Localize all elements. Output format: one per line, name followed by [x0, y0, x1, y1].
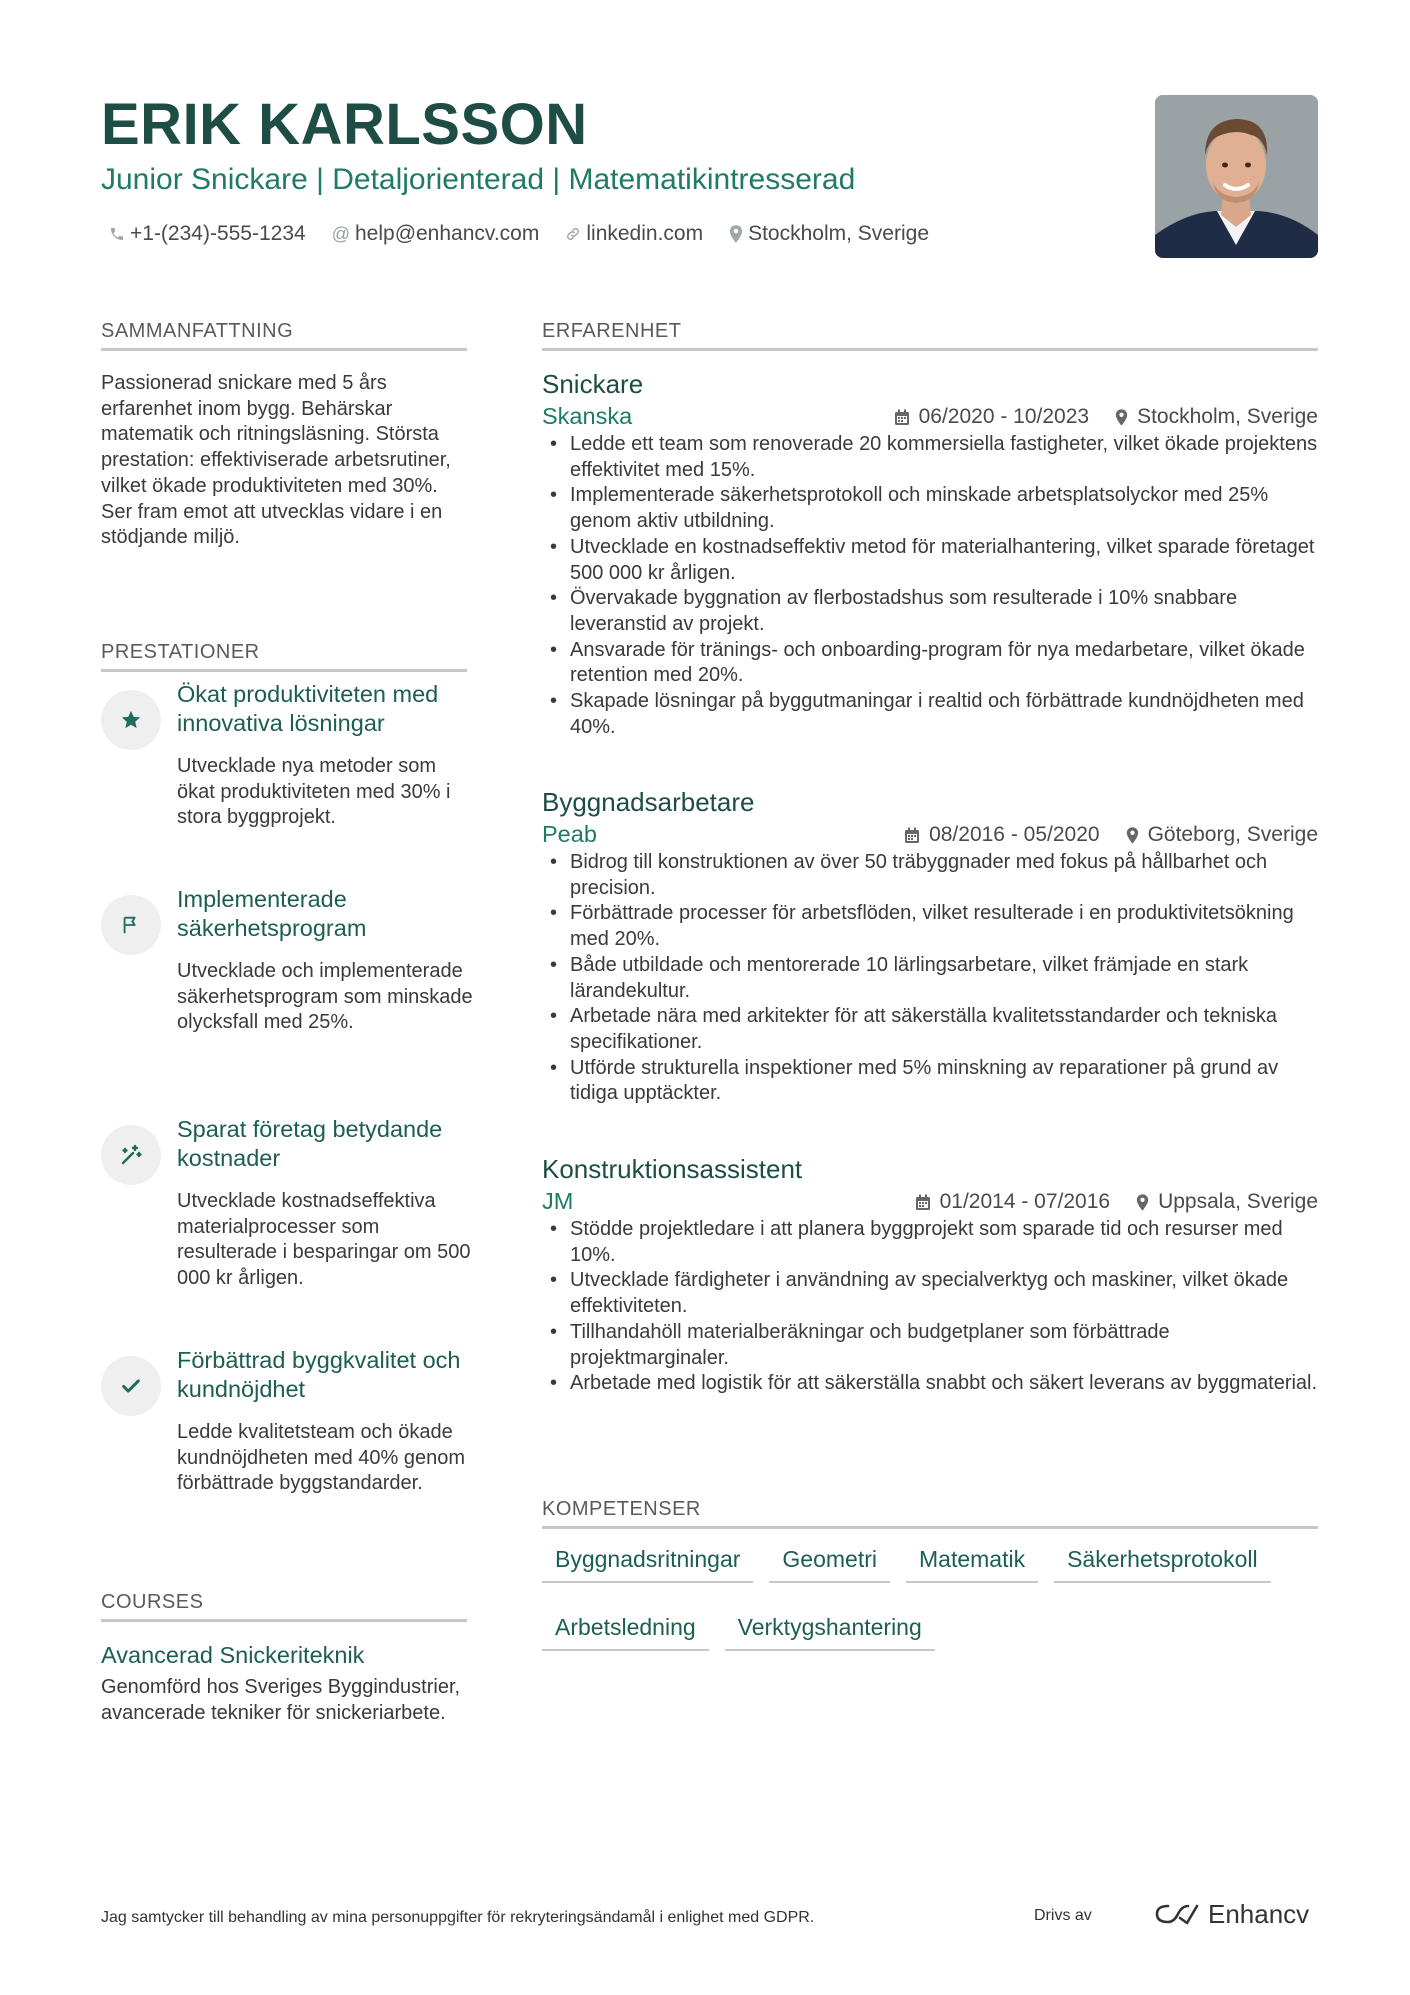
section-skills-title: KOMPETENSER [542, 1496, 1318, 1529]
list-item: • Stödde projektledare i att planera byggprojekt som sparade tid och resurser med 10%. [542, 1217, 1318, 1268]
location-pin-icon [1126, 827, 1139, 844]
candidate-headline: Junior Snickare | Detaljorienterad | Matematikintresserad [101, 163, 856, 196]
list-item: • Implementerade säkerhetsprotokoll och minskade arbetsplatsolyckor med 25% genom aktiv utbildning. [542, 483, 1318, 534]
experience-entry [542, 368, 1318, 740]
achievement-title: Sparat företag betydande kostnader [177, 1116, 443, 1171]
section-experience-title: ERFARENHET [542, 318, 1318, 351]
contact-email[interactable] [332, 220, 540, 248]
phone-icon [109, 226, 125, 242]
skill-tag: Matematik [906, 1545, 1038, 1583]
list-item: • Ansvarade för tränings- och onboarding-program för nya medarbetare, vilket ökade retention med 20%. [542, 638, 1318, 689]
location-text: Stockholm, Sverige [748, 222, 930, 245]
link-icon [565, 226, 581, 242]
location-pin-icon [729, 225, 743, 243]
achievement-title: Implementerade säkerhetsprogram [177, 886, 367, 941]
list-item: • Ledde ett team som renoverade 20 kommersiella fastigheter, vilket ökade projektens effektivitet med 15%. [542, 432, 1318, 483]
achievement-desc: Ledde kvalitetsteam och ökade kundnöjdheten med 40% genom förbättrade byggstandarder. [177, 1421, 465, 1495]
list-item: • Bidrog till konstruktionen av över 50 träbyggnader med fokus på hållbarhet och precision. [542, 850, 1318, 901]
job-location: Uppsala, Sverige [1158, 1190, 1318, 1213]
skill-tag: Geometri [769, 1545, 890, 1583]
list-item: • Utvecklade en kostnadseffektiv metod för materialhantering, vilket sparade företaget 500 000 kr årligen. [542, 535, 1318, 586]
section-courses-title: COURSES [101, 1589, 467, 1622]
course-title: Avancerad Snickeriteknik [101, 1642, 365, 1668]
job-bullets [542, 432, 1318, 740]
profile-photo [1155, 95, 1318, 258]
job-dates: 06/2020 - 10/2023 [918, 405, 1090, 428]
skills-list [542, 1545, 1318, 1681]
contact-phone[interactable] [109, 220, 306, 248]
location-pin-icon [1115, 409, 1128, 426]
summary-text: Passionerad snickare med 5 års erfarenhet inom bygg. Behärskar matematik och ritningsläsning. Största prestation: effektiviserade arbetsrutiner, vilket ökade produktiviteten med 30%. Ser fram emot att utvecklas vidare i en stödjande miljö. [101, 372, 451, 549]
job-company: Peab [542, 821, 597, 847]
list-item: • Skapade lösningar på byggutmaningar i realtid och förbättrade kundnöjdheten med 40%. [542, 689, 1318, 740]
location-pin-icon [1136, 1194, 1149, 1211]
calendar-icon [904, 827, 920, 844]
check-icon [101, 1356, 161, 1416]
enhancv-logo-icon [1154, 1902, 1200, 1926]
section-achievements-title: PRESTATIONER [101, 639, 467, 672]
flag-icon [101, 895, 161, 955]
candidate-name: ERIK KARLSSON [101, 92, 588, 157]
star-icon [101, 690, 161, 750]
linkedin-text: linkedin.com [586, 222, 704, 245]
list-item: • Övervakade byggnation av flerbostadshus som resulterade i 10% snabbare leveranstid av projekt. [542, 586, 1318, 637]
list-item: • Arbetade nära med arkitekter för att säkerställa kvalitetsstandarder och tekniska specifikationer. [542, 1004, 1318, 1055]
achievement-title: Förbättrad byggkvalitet och kundnöjdhet [177, 1347, 461, 1402]
contact-bar [109, 220, 955, 248]
list-item: • Både utbildade och mentorerade 10 lärlingsarbetare, vilket främjade en stark lärandekultur. [542, 953, 1318, 1004]
job-bullets [542, 1217, 1318, 1397]
skill-tag: Byggnadsritningar [542, 1545, 753, 1583]
job-role: Snickare [542, 369, 644, 399]
job-dates: 08/2016 - 05/2020 [929, 823, 1100, 846]
job-company: JM [542, 1188, 574, 1214]
job-role: Konstruktionsassistent [542, 1154, 803, 1184]
achievement-desc: Utvecklade kostnadseffektiva materialprocesser som resulterade i besparingar om 500 000 kr årligen. [177, 1190, 471, 1290]
achievement-desc: Utvecklade och implementerade säkerhetsprogram som minskade olycksfall med 25%. [177, 960, 473, 1034]
skill-tag: Arbetsledning [542, 1613, 709, 1651]
list-item: • Tillhandahöll materialberäkningar och budgetplaner som förbättrade projektmarginaler. [542, 1320, 1318, 1371]
job-role: Byggnadsarbetare [542, 787, 755, 817]
job-bullets [542, 850, 1318, 1107]
list-item: • Arbetade med logistik för att säkerställa snabbt och säkert leverans av byggmaterial. [542, 1371, 1318, 1397]
course-desc: Genomförd hos Sveriges Byggindustrier, avancerade tekniker för snickeriarbete. [101, 1676, 461, 1724]
list-item: • Förbättrade processer för arbetsflöden, vilket resulterade i en produktivitetsökning med 20%. [542, 901, 1318, 952]
calendar-icon [915, 1194, 931, 1211]
skill-tag: Säkerhetsprotokoll [1054, 1545, 1271, 1583]
wand-icon [101, 1125, 161, 1185]
contact-location [729, 220, 929, 248]
job-location: Stockholm, Sverige [1137, 405, 1318, 428]
skill-tag: Verktygshantering [725, 1613, 935, 1651]
at-icon: @ [331, 224, 350, 244]
list-item: • Utvecklade färdigheter i användning av specialverktyg och maskiner, vilket ökade effektiviteten. [542, 1268, 1318, 1319]
calendar-icon [894, 409, 910, 426]
achievement-title: Ökat produktiviteten med innovativa lösningar [177, 681, 439, 736]
job-company: Skanska [542, 403, 633, 429]
contact-linkedin[interactable] [565, 220, 703, 248]
experience-entry [542, 1153, 1318, 1397]
powered-by-label: Drivs av [1034, 1907, 1092, 1924]
email-text: help@enhancv.com [354, 222, 540, 245]
list-item: • Utförde strukturella inspektioner med 5% minskning av reparationer på grund av tidiga upptäckter. [542, 1056, 1318, 1107]
enhancv-logo[interactable] [1154, 1896, 1309, 1932]
experience-entry [542, 786, 1318, 1107]
job-location: Göteborg, Sverige [1147, 823, 1318, 846]
section-summary-title: SAMMANFATTNING [101, 318, 467, 351]
brand-name: Enhancv [1208, 1899, 1310, 1929]
job-dates: 01/2014 - 07/2016 [939, 1190, 1111, 1213]
achievement-desc: Utvecklade nya metoder som ökat produktiviteten med 30% i stora byggprojekt. [177, 755, 451, 829]
gdpr-consent: Jag samtycker till behandling av mina personuppgifter för rekryteringsändamål i enlighet med GDPR. [101, 1909, 815, 1926]
phone-text: +1-(234)-555-1234 [130, 222, 306, 245]
